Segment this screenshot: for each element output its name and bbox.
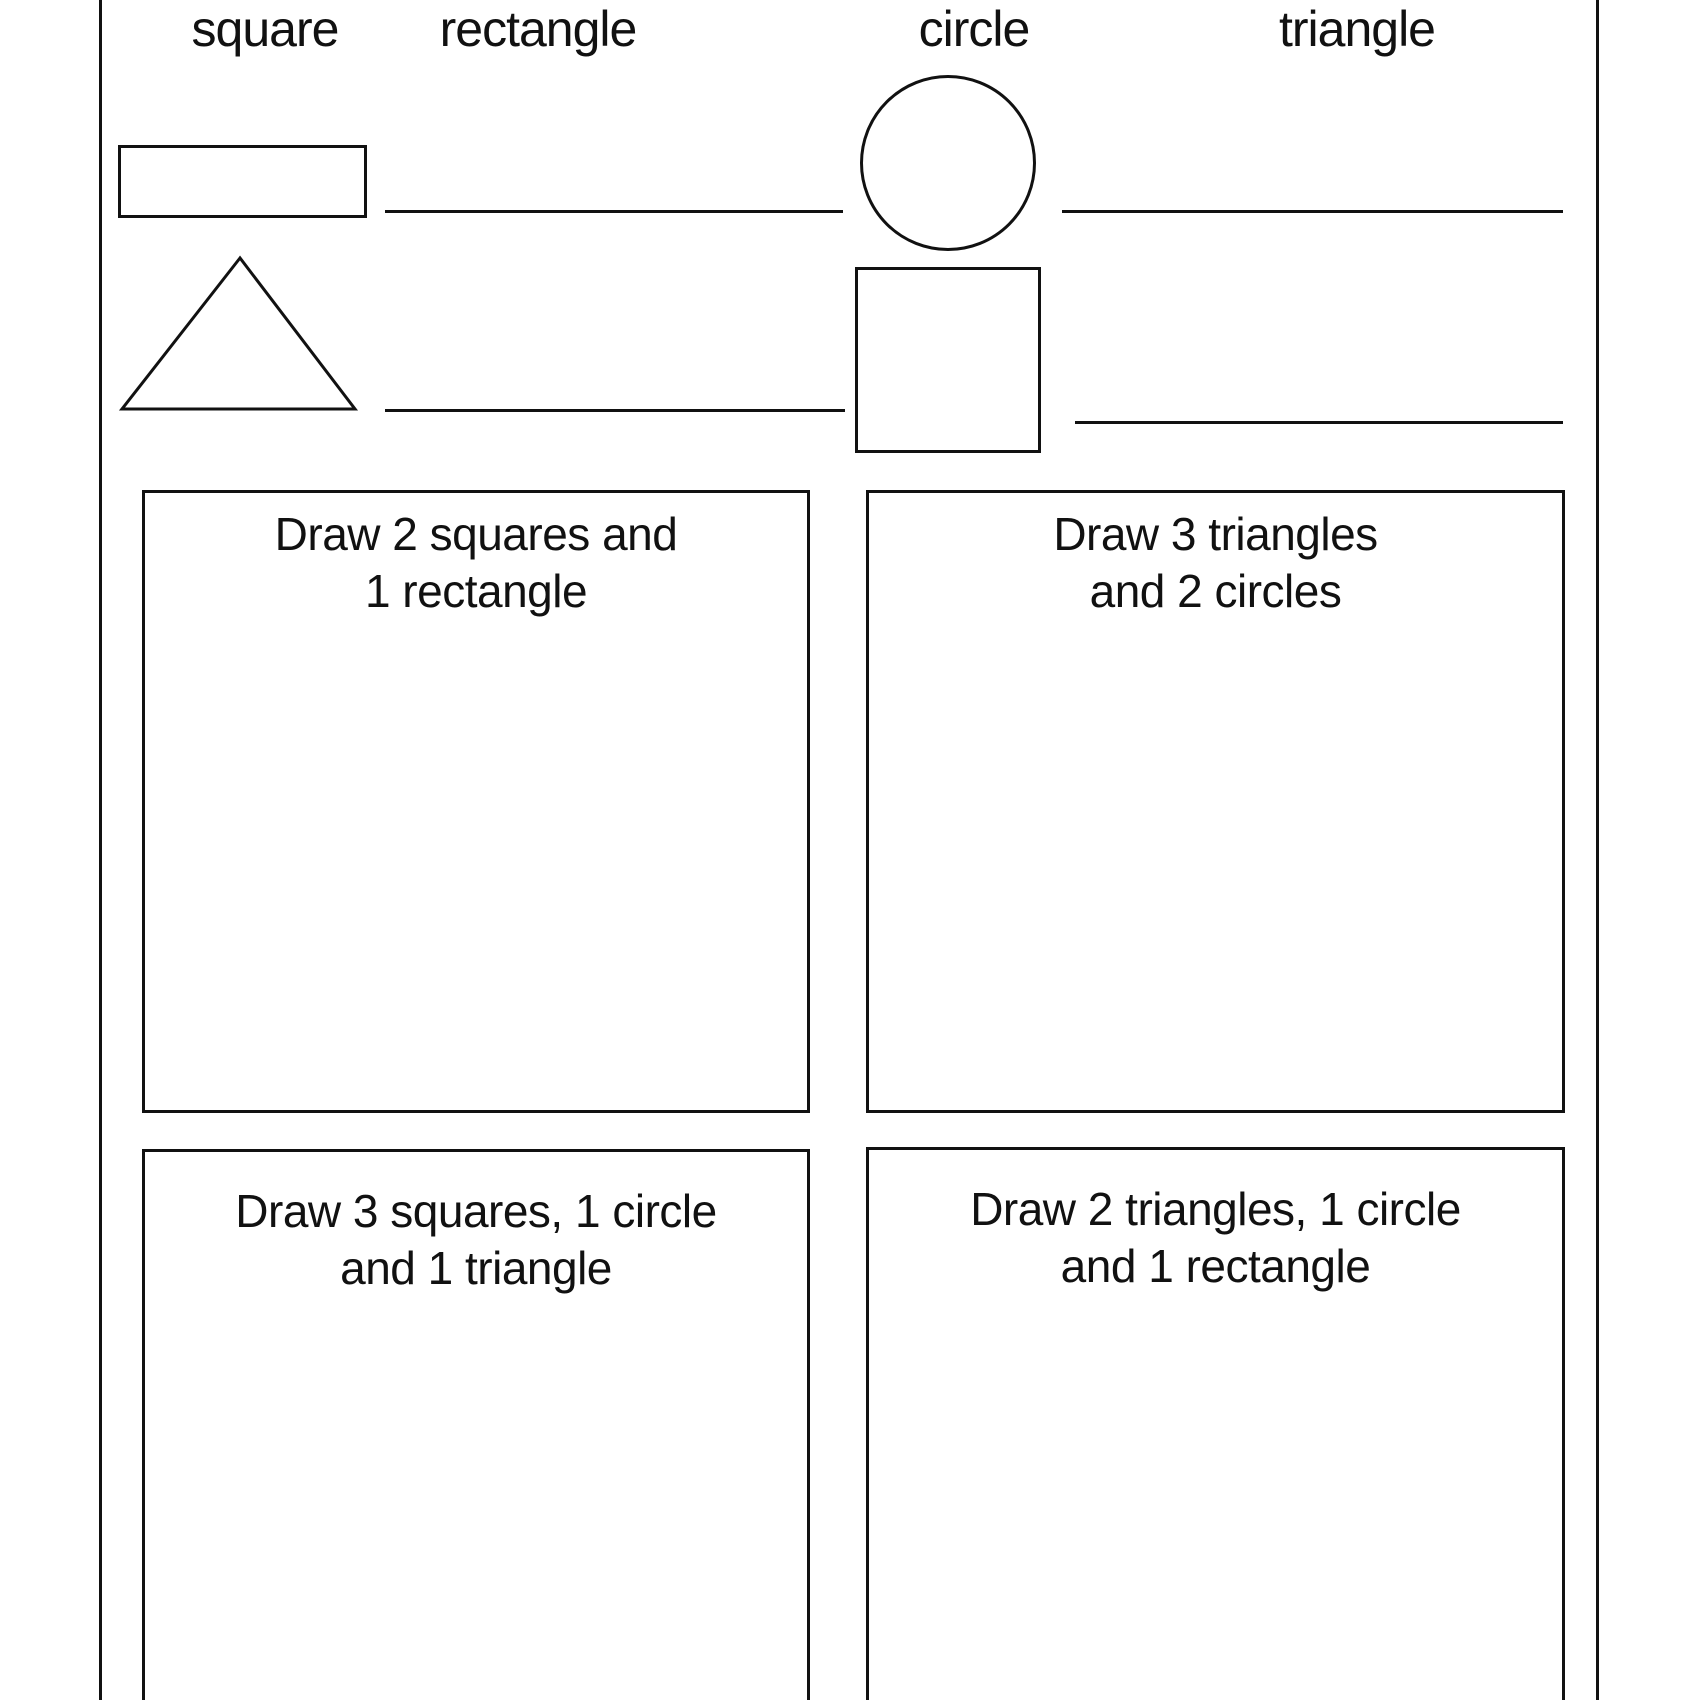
task-1-line-1: Draw 2 squares and — [274, 508, 678, 560]
shape-label-square: square — [191, 1, 339, 57]
task-box-4[interactable] — [866, 1147, 1565, 1700]
shape-label-triangle: triangle — [1279, 1, 1435, 57]
triangle-shape — [116, 253, 361, 415]
page-border-right — [1596, 0, 1599, 1700]
answer-line-triangle[interactable] — [385, 409, 845, 412]
task-1-instruction — [145, 493, 807, 620]
shape-label-rectangle: rectangle — [439, 1, 637, 57]
task-box-3[interactable] — [142, 1149, 810, 1700]
square-shape — [855, 267, 1041, 453]
task-2-instruction — [869, 493, 1562, 620]
task-box-2[interactable] — [866, 490, 1565, 1113]
page-border-left — [99, 0, 102, 1700]
task-2-line-2: and 2 circles — [1089, 565, 1342, 617]
answer-line-circle[interactable] — [1062, 210, 1563, 213]
task-box-1[interactable] — [142, 490, 810, 1113]
task-4-instruction — [869, 1150, 1562, 1295]
shape-label-circle: circle — [918, 1, 1030, 57]
circle-shape — [860, 75, 1036, 251]
answer-line-rectangle[interactable] — [385, 210, 843, 213]
task-1-line-2: 1 rectangle — [364, 565, 588, 617]
task-3-instruction — [145, 1152, 807, 1297]
task-2-line-1: Draw 3 triangles — [1053, 508, 1378, 560]
answer-line-square[interactable] — [1075, 421, 1563, 424]
task-3-line-2: and 1 triangle — [340, 1242, 612, 1294]
task-3-line-1: Draw 3 squares, 1 circle — [235, 1185, 717, 1237]
task-4-line-2: and 1 rectangle — [1060, 1240, 1371, 1292]
task-4-line-1: Draw 2 triangles, 1 circle — [970, 1183, 1461, 1235]
rectangle-shape — [118, 145, 367, 218]
